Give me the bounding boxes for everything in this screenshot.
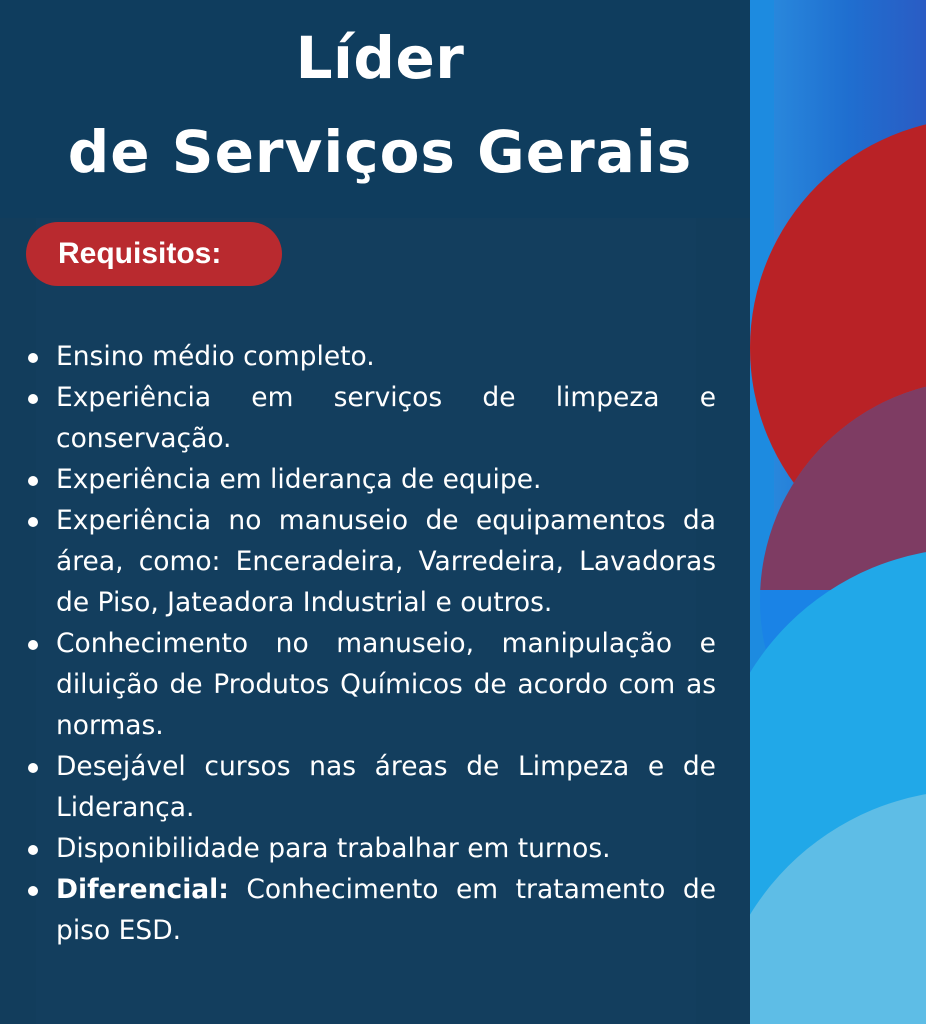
differential-label: Diferencial: [56, 874, 229, 905]
list-item-text: Experiência no manuseio de equipamentos da área, como: Enceradeira, Varredeira, Lavadoras de Piso, Jateadora Industrial e outros. [56, 505, 716, 618]
list-item-text: Disponibilidade para trabalhar em turnos. [56, 833, 611, 864]
list-item-text: Experiência em serviços de limpeza e conservação. [56, 382, 716, 454]
bullet-icon [28, 886, 38, 896]
requirements-badge: Requisitos: [26, 222, 282, 286]
list-item [20, 828, 716, 869]
list-item [20, 623, 716, 746]
requirements-list [20, 336, 716, 951]
bullet-icon [28, 353, 38, 363]
bullet-icon [28, 476, 38, 486]
list-item-text: Conhecimento no manuseio, manipulação e diluição de Produtos Químicos de acordo com as normas. [56, 628, 716, 741]
list-item-text: Ensino médio completo. [56, 341, 375, 372]
list-item [20, 336, 716, 377]
bullet-icon [28, 517, 38, 527]
list-item [20, 377, 716, 459]
list-item-text: Desejável cursos nas áreas de Limpeza e de Liderança. [56, 751, 716, 823]
title-block [0, 0, 750, 218]
list-item [20, 869, 716, 951]
list-item [20, 746, 716, 828]
bullet-icon [28, 394, 38, 404]
page-title-line-1: Líder [295, 24, 465, 92]
bullet-icon [28, 763, 38, 773]
bullet-icon [28, 845, 38, 855]
bullet-icon [28, 640, 38, 650]
page-title-line-2: de Serviços Gerais [67, 118, 693, 186]
decorative-side-panel [750, 0, 926, 1024]
list-item-text: Experiência em liderança de equipe. [56, 464, 542, 495]
list-item-text: Conhecimento em tratamento de piso ESD. [56, 874, 716, 946]
list-item [20, 500, 716, 623]
list-item [20, 459, 716, 500]
